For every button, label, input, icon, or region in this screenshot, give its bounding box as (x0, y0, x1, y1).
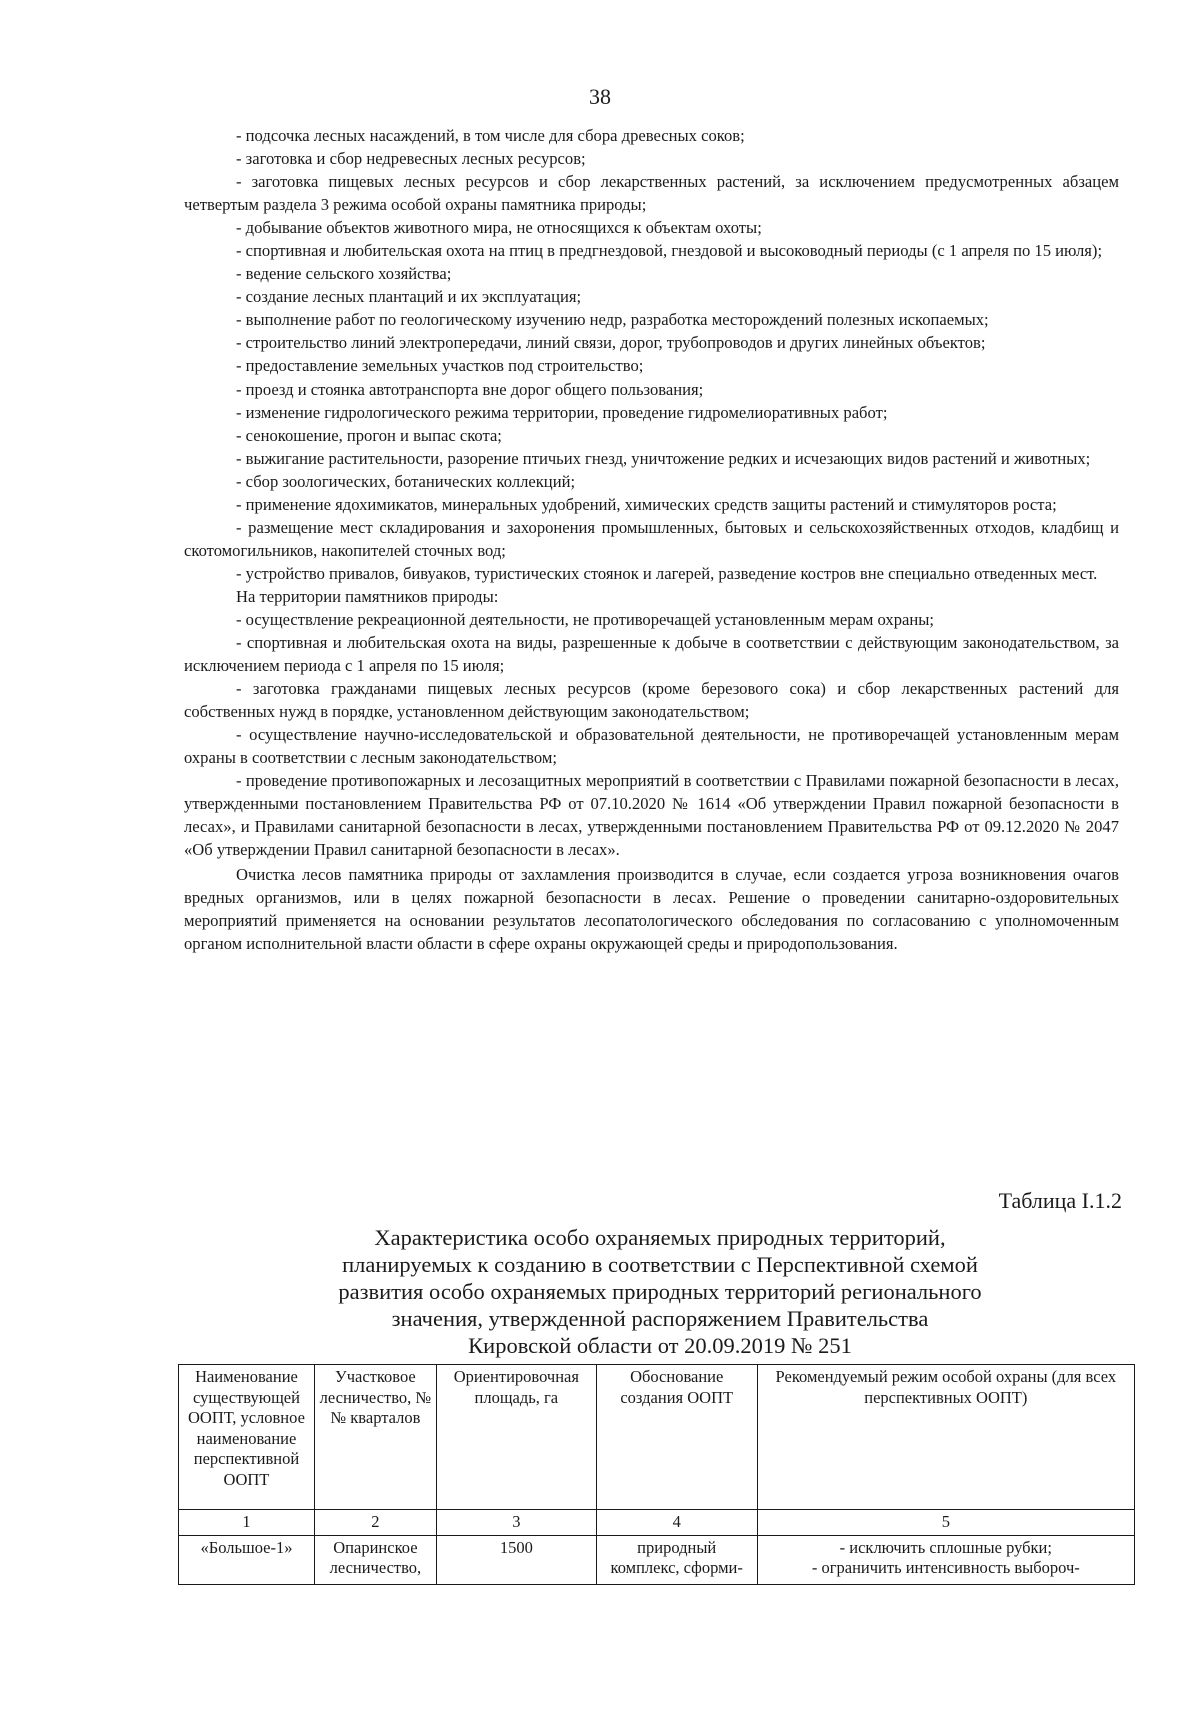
table-column-numbers-row (179, 1510, 1135, 1536)
prohibited-item: - сбор зоологических, ботанических коллекций; (236, 471, 576, 491)
prohibited-item: - ведение сельского хозяйства; (236, 264, 452, 284)
cell-forestry: Опаринское лесничество, (314, 1535, 436, 1584)
prohibited-item: - устройство привалов, бивуаков, туристических стоянок и лагерей, разведение костров вне специально отведенных мест. (236, 563, 1098, 583)
column-number: 1 (179, 1510, 315, 1536)
column-number: 3 (436, 1510, 596, 1536)
prohibited-item: - выполнение работ по геологическому изучению недр, разработка месторождений полезных ископаемых; (236, 310, 989, 330)
allowed-heading: На территории памятников природы: (236, 586, 499, 606)
cleanup-paragraph: Очистка лесов памятника природы от захламления производится в случае, если создается угроза возникновения очагов вредных организмов, или в целях пожарной безопасности в лесах. Решение о проведении санитарно-оздоровительных мероприятий применяется на основании результатов лесопатологического обследования по согласованию с уполномоченным органом исполнительной власти области в сфере охраны окружающей среды и природопользования. (184, 864, 1119, 953)
table-row (179, 1535, 1135, 1584)
cell-justification: природный комплекс, сформи- (596, 1535, 757, 1584)
prohibited-item: - проезд и стоянка автотранспорта вне дорог общего пользования; (236, 379, 704, 399)
prohibited-item: - размещение мест складирования и захоронения промышленных, бытовых и сельскохозяйственных отходов, кладбищ и скотомогильников, накопителей сточных вод; (184, 517, 1119, 560)
table-title-line: значения, утвержденной распоряжением Правительства (391, 1306, 929, 1331)
prohibited-item: - заготовка пищевых лесных ресурсов и сбор лекарственных растений, за исключением предусмотренных абзацем четвертым раздела 3 режима особой охраны памятника природы; (184, 172, 1119, 215)
document-body (184, 124, 1119, 955)
cell-name: «Большое-1» (179, 1535, 315, 1584)
prohibited-item: - заготовка и сбор недревесных лесных ресурсов; (236, 149, 586, 169)
header-cell-justification: Обоснование создания ООПТ (596, 1365, 757, 1510)
table-title-line: Характеристика особо охраняемых природных территорий, (374, 1225, 946, 1250)
header-cell-forestry: Участковое лесничество, №№ кварталов (314, 1365, 436, 1510)
prohibited-item: - создание лесных плантаций и их эксплуатация; (236, 287, 582, 307)
page-number: 38 (589, 84, 611, 109)
prohibited-item: - сенокошение, прогон и выпас скота; (236, 425, 502, 445)
table-header-row (179, 1365, 1135, 1510)
prohibited-item: - добывание объектов животного мира, не относящихся к объектам охоты; (236, 218, 762, 238)
prohibited-item: - изменение гидрологического режима территории, проведение гидромелиоративных работ; (236, 402, 888, 422)
regime-line: - ограничить интенсивность выбороч- (811, 1558, 1080, 1577)
regime-line: - исключить сплошные рубки; (839, 1537, 1052, 1557)
prohibited-item: - предоставление земельных участков под строительство; (236, 356, 644, 376)
header-cell-area: Ориентировочная площадь, га (436, 1365, 596, 1510)
prohibited-item: - выжигание растительности, разорение птичьих гнезд, уничтожение редких и исчезающих видов растений и животных; (236, 448, 1091, 468)
header-cell-name: Наименование существующей ООПТ, условное наименование перспективной ООПТ (179, 1365, 315, 1510)
allowed-item: - проведение противопожарных и лесозащитных мероприятий в соответствии с Правилами пожарной безопасности в лесах, утвержденными постановлением Правительства РФ от 07.10.2020 № 1614 «Об утверждении Правил пожарной безопасности в лесах», и Правилами санитарной безопасности в лесах, утвержденными постановлением Правительства РФ от 09.12.2020 № 2047 «Об утверждении Правил санитарной безопасности в лесах». (184, 771, 1119, 860)
column-number: 4 (596, 1510, 757, 1536)
allowed-item: - осуществление рекреационной деятельности, не противоречащей установленным мерам охраны; (236, 609, 934, 629)
allowed-item: - заготовка гражданами пищевых лесных ресурсов (кроме березового сока) и сбор лекарственных растений для собственных нужд в порядке, установленном действующим законодательством; (184, 679, 1119, 722)
cell-area: 1500 (436, 1535, 596, 1584)
allowed-item: - спортивная и любительская охота на виды, разрешенные к добыче в соответствии с действующим законодательством, за исключением периода с 1 апреля по 15 июля; (184, 633, 1119, 676)
column-number: 5 (757, 1510, 1134, 1536)
table-title-line: развития особо охраняемых природных территорий регионального (338, 1279, 982, 1304)
prohibited-item: - спортивная и любительская охота на птиц в предгнездовой, гнездовой и высоководный периоды (с 1 апреля по 15 июля); (236, 241, 1103, 261)
prohibited-item: - подсочка лесных насаждений, в том числе для сбора древесных соков; (236, 126, 745, 145)
table-title (180, 1224, 1140, 1359)
ootp-table (178, 1364, 1135, 1585)
prohibited-item: - применение ядохимикатов, минеральных удобрений, химических средств защиты растений и стимуляторов роста; (236, 494, 1057, 514)
allowed-item: - осуществление научно-исследовательской и образовательной деятельности, не противоречащей установленным мерам охраны в соответствии с лесным законодательством; (184, 725, 1119, 768)
table-caption: Таблица I.1.2 (998, 1188, 1122, 1213)
column-number: 2 (314, 1510, 436, 1536)
cell-regime (757, 1535, 1134, 1584)
prohibited-item: - строительство линий электропередачи, линий связи, дорог, трубопроводов и других линейных объектов; (236, 333, 986, 353)
table-title-line: планируемых к созданию в соответствии с Перспективной схемой (342, 1252, 978, 1277)
table-title-line: Кировской области от 20.09.2019 № 251 (468, 1333, 852, 1358)
header-cell-regime: Рекомендуемый режим особой охраны (для всех перспективных ООПТ) (757, 1365, 1134, 1510)
